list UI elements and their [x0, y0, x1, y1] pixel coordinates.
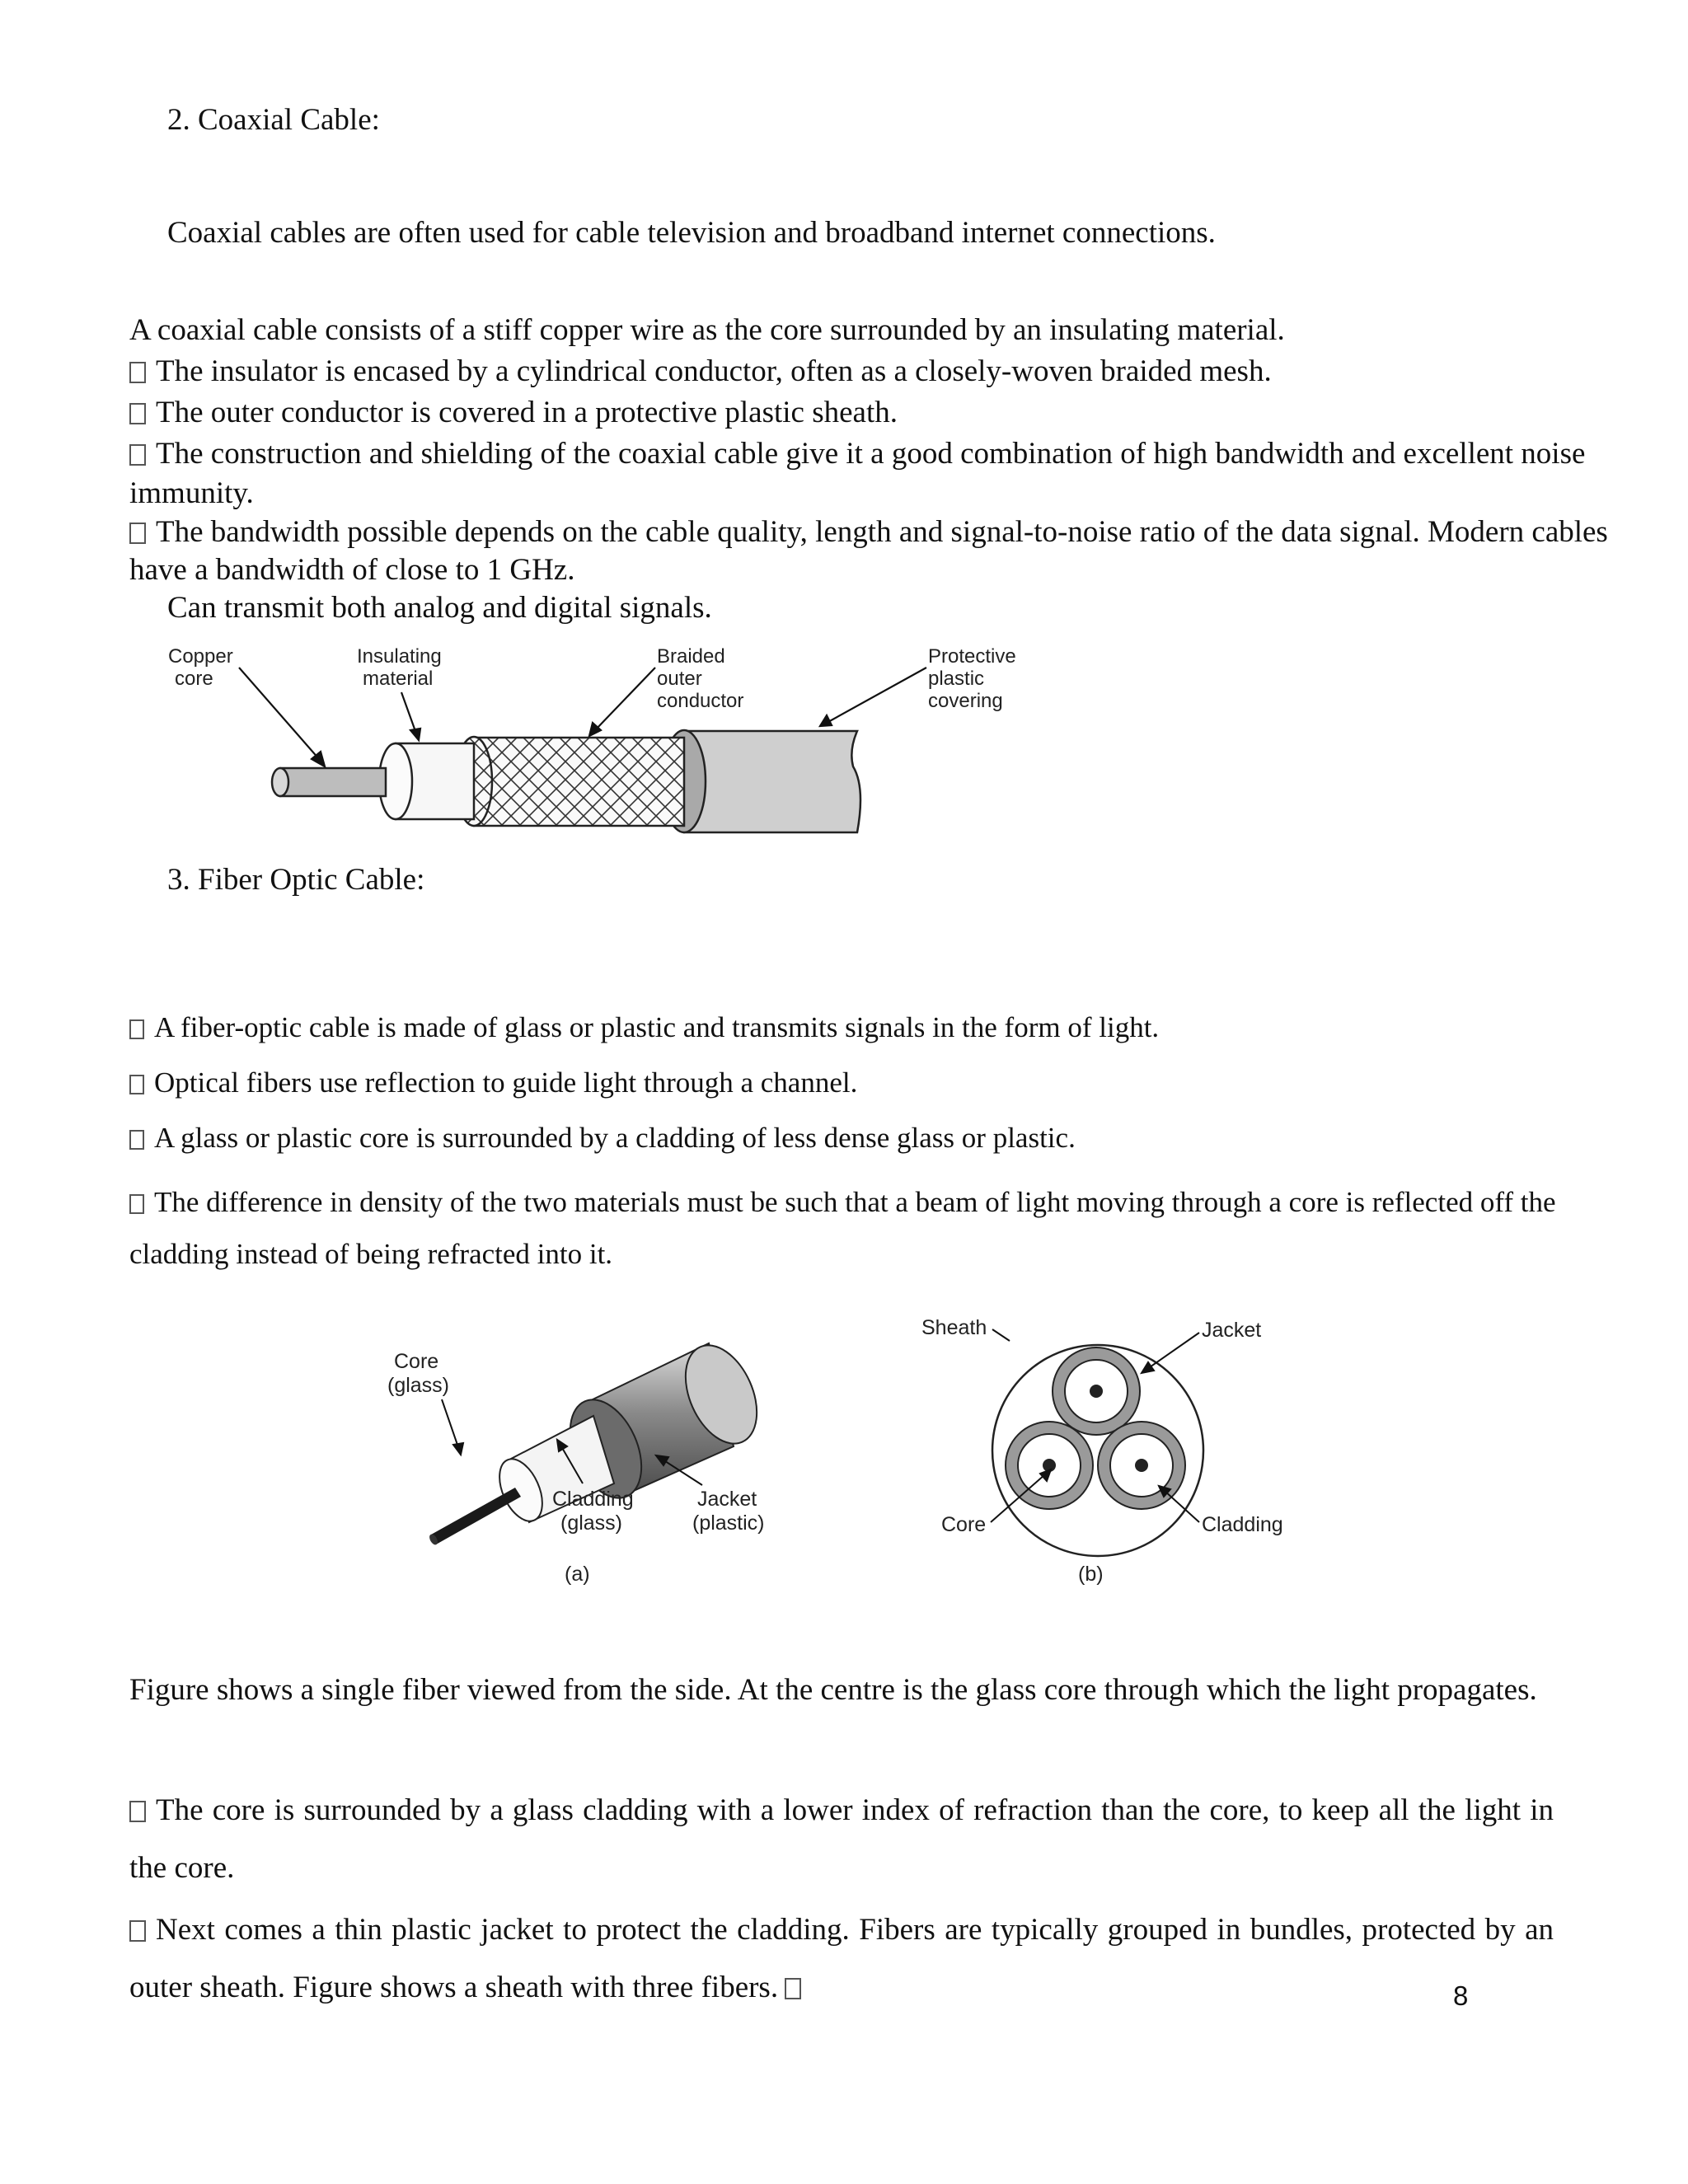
fiber-figure-a — [387, 1319, 808, 1595]
figure-a-caption: (a) — [565, 1563, 590, 1586]
fiber-bullet-3 — [129, 1120, 1076, 1156]
fiber-bullet-6 — [129, 1901, 1554, 2017]
core-end — [272, 768, 288, 796]
section-heading-coaxial: 2. Coaxial Cable: — [167, 103, 380, 137]
bullet-box-icon — [129, 1920, 146, 1942]
coax-bullet-4 — [129, 513, 1634, 589]
bullet-text: The bandwidth possible depends on the cable quality, length and signal-to-noise ratio of the data signal. Modern cables have a bandwidth of close to 1 GHz. — [129, 515, 1608, 587]
copper-core-shape — [280, 768, 386, 796]
label-insulating-1: Insulating — [357, 645, 442, 668]
fiber-paragraph: Figure shows a single fiber viewed from the side. At the centre is the glass core through which the light propagates. — [129, 1673, 1537, 1707]
bullet-text: A glass or plastic core is surrounded by a cladding of less dense glass or plastic. — [154, 1122, 1076, 1154]
figure-b-caption: (b) — [1078, 1563, 1104, 1586]
label-protective-1: Protective — [928, 645, 1016, 668]
bullet-text: A fiber-optic cable is made of glass or plastic and transmits signals in the form of light. — [154, 1011, 1160, 1043]
label-copper-2: core — [175, 668, 213, 690]
bullet-box-icon — [129, 362, 146, 383]
leader-line-copper — [239, 668, 320, 760]
arrowhead — [820, 715, 832, 726]
bullet-text: The difference in density of the two materials must be such that a beam of light moving through a core is reflected off the cladding instead of being refracted into it. — [129, 1186, 1556, 1270]
coax-bullet-1 — [129, 352, 1272, 391]
bullet-text: The outer conductor is covered in a protective plastic sheath. — [156, 396, 898, 429]
arrowhead — [410, 729, 420, 740]
fiber-figure-b — [915, 1315, 1302, 1599]
label-cladding-2: (glass) — [560, 1511, 623, 1535]
bullet-text: Optical fibers use reflection to guide light through a channel. — [154, 1066, 858, 1099]
label-braided-1: Braided — [657, 645, 725, 668]
fiber-bullet-4 — [129, 1176, 1625, 1280]
fiber-bullet-2 — [129, 1065, 857, 1101]
fiber-right — [1098, 1422, 1185, 1509]
coax-paragraph: A coaxial cable consists of a stiff copper wire as the core surrounded by an insulating material. — [129, 313, 1285, 347]
bullet-box-icon — [129, 523, 146, 544]
bullet-text: The construction and shielding of the coaxial cable give it a good combination of high bandwidth and excellent noise immunity. — [129, 437, 1586, 510]
label-jacket-2: (plastic) — [692, 1511, 765, 1535]
bullet-text: The insulator is encased by a cylindrical conductor, often as a closely-woven braided mesh. — [156, 354, 1272, 388]
braided-conductor-shape — [474, 738, 684, 826]
leader-line-insulating — [401, 692, 416, 733]
label-core: Core — [941, 1513, 987, 1536]
fiber-top — [1053, 1347, 1140, 1435]
page-number: 8 — [1453, 1980, 1469, 2011]
bullet-text: Next comes a thin plastic jacket to protect the cladding. Fibers are typically grouped in bundles, protected by an outer sheath. Figure shows a sheath with three fibers. — [129, 1913, 1554, 2004]
leader-line-protective — [827, 668, 926, 723]
label-braided-3: conductor — [657, 690, 744, 712]
bullet-box-icon — [129, 1194, 144, 1214]
protective-covering-shape — [684, 731, 860, 832]
label-core-1: Core — [394, 1350, 439, 1373]
bullet-box-icon — [129, 1130, 144, 1150]
leader-line-sheath — [992, 1329, 1010, 1341]
bullet-text: The core is surrounded by a glass cladding with a lower index of refraction than the core, to keep all the light in the core. — [129, 1793, 1554, 1885]
core-rod — [431, 1488, 521, 1544]
label-cladding-1: Cladding — [552, 1488, 634, 1511]
label-jacket-1: Jacket — [697, 1488, 757, 1511]
bullet-box-icon — [129, 1019, 144, 1039]
label-protective-2: plastic — [928, 668, 985, 690]
coax-paragraph-2: Can transmit both analog and digital signals. — [167, 591, 712, 625]
leader-line-jacket — [1147, 1333, 1199, 1369]
label-copper-1: Copper — [168, 645, 233, 668]
label-jacket: Jacket — [1202, 1319, 1262, 1342]
leader-line-core — [442, 1399, 458, 1447]
trailing-box-icon — [785, 1978, 801, 1999]
label-core-2: (glass) — [387, 1374, 450, 1397]
fiber-bullet-5 — [129, 1782, 1554, 1897]
bullet-box-icon — [129, 1801, 146, 1822]
label-cladding: Cladding — [1202, 1513, 1283, 1536]
label-sheath: Sheath — [921, 1316, 987, 1339]
leader-line-braided — [595, 668, 655, 730]
coax-bullet-3 — [129, 434, 1621, 513]
section-heading-fiber: 3. Fiber Optic Cable: — [167, 863, 425, 897]
fiber-bullet-1 — [129, 1010, 1159, 1046]
label-protective-3: covering — [928, 690, 1003, 712]
coax-intro: Coaxial cables are often used for cable television and broadband internet connections. — [167, 216, 1216, 250]
bullet-box-icon — [129, 403, 146, 424]
arrowhead — [453, 1443, 463, 1455]
label-braided-2: outer — [657, 668, 702, 690]
fiber-left — [1006, 1422, 1093, 1509]
bullet-box-icon — [129, 444, 146, 466]
label-insulating-2: material — [363, 668, 434, 690]
coax-bullet-2 — [129, 393, 898, 432]
bullet-box-icon — [129, 1075, 144, 1094]
coaxial-cable-figure — [148, 635, 1055, 841]
